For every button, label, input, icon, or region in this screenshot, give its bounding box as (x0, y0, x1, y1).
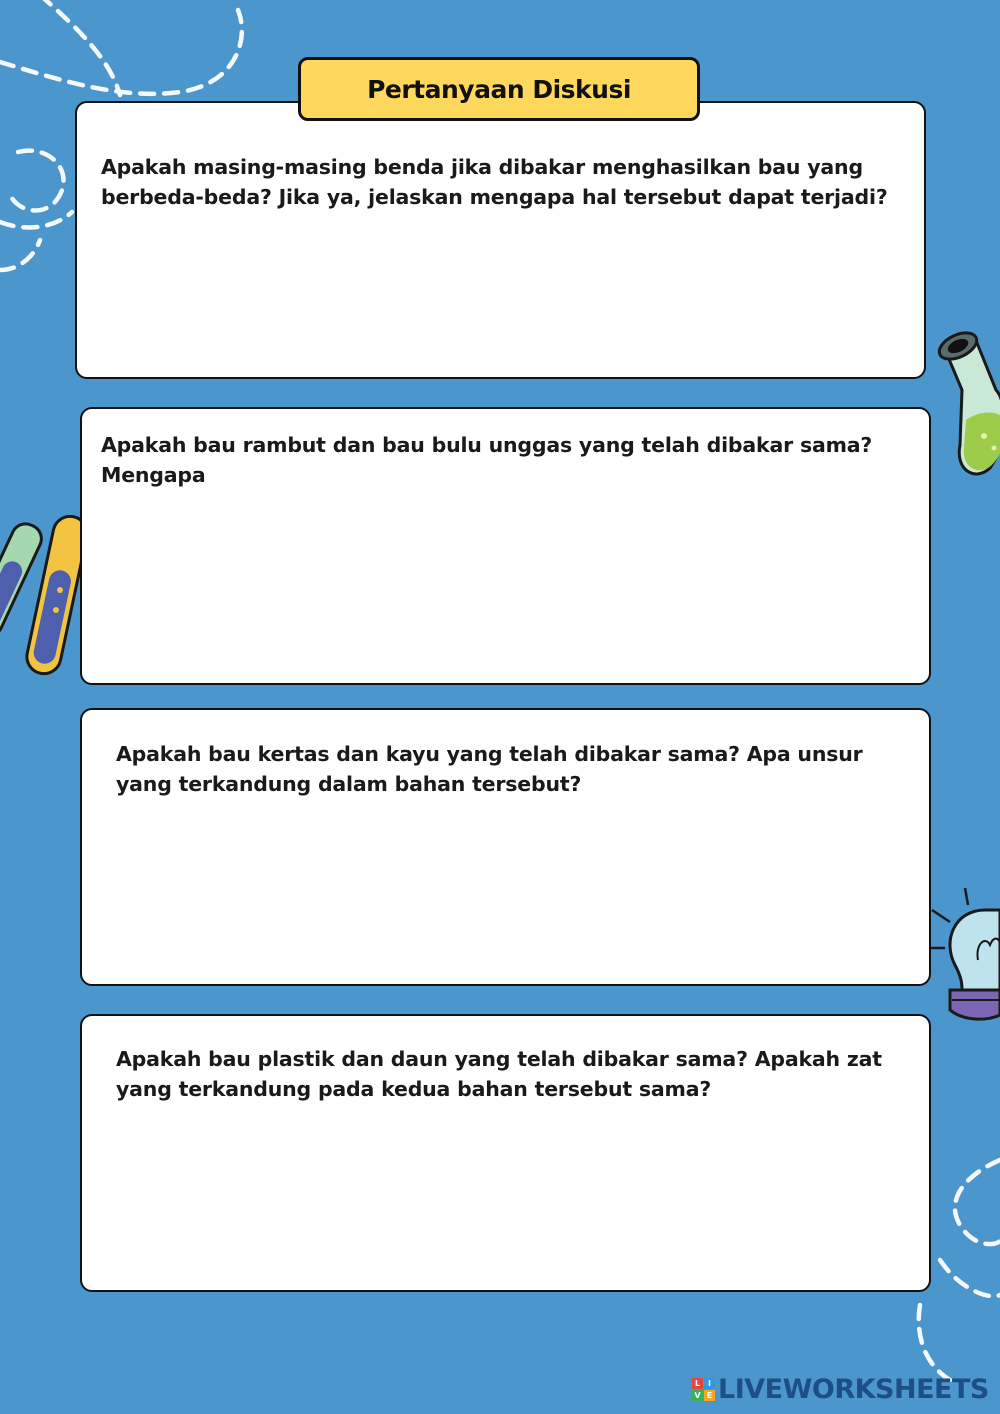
page-title: Pertanyaan Diskusi (367, 74, 631, 104)
question-text: Apakah masing-masing benda jika dibakar menghasilkan bau yang berbeda-beda? Jika ya, jelaskan mengapa hal tersebut dapat terjadi? (101, 155, 888, 209)
logo-letter: E (704, 1390, 715, 1401)
brand-name: LIVEWORKSHEETS (718, 1374, 989, 1405)
question-card-1 (75, 101, 926, 379)
question-card-4 (80, 1014, 931, 1292)
question-text: Apakah bau kertas dan kayu yang telah dibakar sama? Apa unsur yang terkandung dalam bahan tersebut? (116, 742, 863, 796)
brand-watermark (692, 1374, 989, 1405)
logo-letter: L (692, 1378, 703, 1389)
brand-logo-icon (692, 1378, 715, 1401)
answer-area[interactable] (102, 1152, 909, 1272)
logo-letter: V (692, 1390, 703, 1401)
answer-area[interactable] (102, 846, 909, 966)
logo-letter: I (704, 1378, 715, 1389)
test-tube-icon (0, 519, 46, 640)
title-badge (298, 57, 700, 121)
answer-area[interactable] (102, 545, 909, 665)
question-text: Apakah bau rambut dan bau bulu unggas yang telah dibakar sama? Mengapa (101, 433, 873, 487)
question-card-3 (80, 708, 931, 986)
flask-icon (935, 328, 1000, 474)
question-card-2 (80, 407, 931, 685)
answer-area[interactable] (97, 239, 904, 359)
lightbulb-icon (930, 888, 1000, 1019)
question-text: Apakah bau plastik dan daun yang telah dibakar sama? Apakah zat yang terkandung pada kedua bahan tersebut sama? (116, 1047, 882, 1101)
